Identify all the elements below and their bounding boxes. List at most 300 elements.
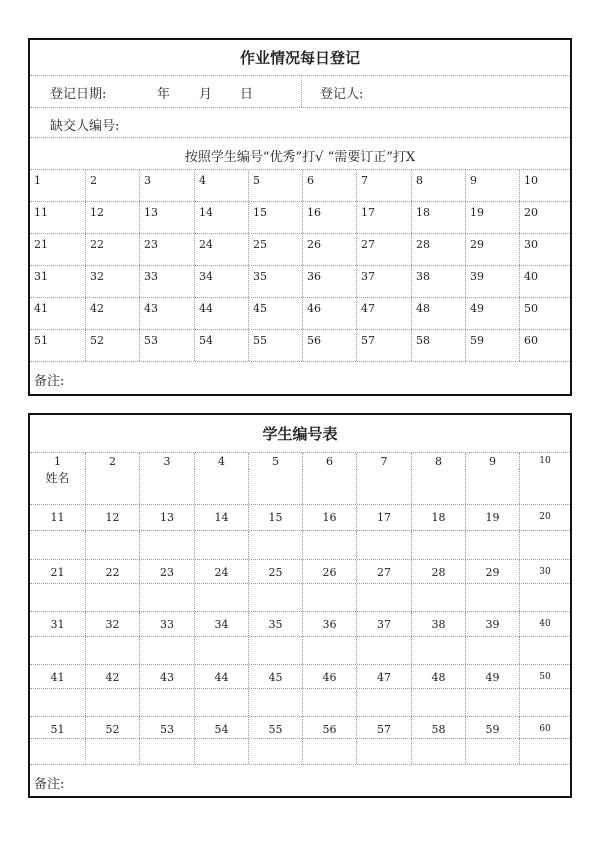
number-cell	[520, 717, 570, 738]
number-cell	[303, 330, 357, 361]
number-cell	[466, 560, 520, 583]
student-number: 16	[322, 511, 337, 524]
student-number: 5	[272, 455, 279, 468]
number-cell	[303, 689, 357, 716]
number-cell	[412, 234, 466, 265]
student-number: 12	[90, 206, 104, 219]
student-number: 47	[377, 671, 391, 684]
student-number: 22	[105, 566, 120, 579]
number-cell	[195, 612, 249, 636]
number-cell	[140, 469, 195, 504]
student-number: 26	[307, 238, 321, 251]
student-number: 40	[524, 270, 538, 283]
student-number: 29	[470, 238, 484, 251]
student-number: 29	[485, 566, 500, 579]
number-cell	[466, 266, 520, 297]
student-number: 16	[307, 206, 321, 219]
number-cell	[86, 170, 140, 201]
student-number: 19	[470, 206, 484, 219]
number-cell	[30, 689, 86, 716]
number-cell	[249, 266, 303, 297]
number-cell	[520, 469, 570, 504]
number-cell	[30, 739, 86, 764]
number-cell	[30, 330, 86, 361]
student-number: 15	[268, 511, 283, 524]
number-cell	[86, 531, 140, 559]
number-cell	[30, 266, 86, 297]
student-number: 49	[485, 671, 500, 684]
recorder-label: 登记人:	[320, 87, 364, 102]
student-number: 48	[416, 302, 430, 315]
roster-number-row	[30, 453, 570, 469]
student-number: 9	[470, 174, 477, 187]
student-number: 39	[470, 270, 484, 283]
number-cell	[520, 560, 570, 583]
number-cell	[195, 689, 249, 716]
student-number: 44	[199, 302, 213, 315]
number-cell	[520, 330, 570, 361]
number-cell	[357, 330, 412, 361]
number-cell	[303, 717, 357, 738]
student-number: 38	[431, 618, 446, 631]
number-cell	[140, 170, 195, 201]
student-number: 51	[34, 334, 48, 347]
log-grid-row	[30, 170, 570, 202]
student-number: 23	[144, 238, 158, 251]
number-cell	[195, 505, 249, 530]
number-cell	[86, 234, 140, 265]
student-number: 59	[470, 334, 484, 347]
number-cell	[249, 584, 303, 611]
student-number: 57	[361, 334, 375, 347]
number-cell	[303, 469, 357, 504]
student-number: 52	[105, 723, 120, 736]
log-title-row	[30, 40, 570, 76]
number-cell	[303, 584, 357, 611]
student-number: 25	[253, 238, 267, 251]
number-cell	[249, 202, 303, 233]
number-cell	[520, 612, 570, 636]
student-number: 46	[322, 671, 337, 684]
number-cell	[466, 584, 520, 611]
number-cell	[520, 637, 570, 664]
student-number: 37	[377, 618, 391, 631]
student-number: 42	[105, 671, 120, 684]
number-cell	[30, 202, 86, 233]
student-number: 22	[90, 238, 104, 251]
number-cell	[357, 717, 412, 738]
log-grid-row	[30, 202, 570, 234]
number-cell	[86, 453, 140, 469]
student-roster-form	[28, 413, 572, 798]
number-cell	[249, 689, 303, 716]
student-number: 50	[524, 302, 538, 315]
number-cell	[357, 505, 412, 530]
student-number: 45	[268, 671, 283, 684]
number-cell	[249, 739, 303, 764]
number-cell	[195, 665, 249, 688]
number-cell	[520, 739, 570, 764]
number-cell	[520, 266, 570, 297]
student-number: 5	[253, 174, 260, 187]
student-number: 51	[50, 723, 65, 736]
number-cell	[412, 739, 466, 764]
number-cell	[86, 612, 140, 636]
student-number: 47	[361, 302, 375, 315]
log-title: 作业情况每日登记	[239, 49, 360, 67]
roster-name-row	[30, 469, 570, 505]
number-cell	[195, 234, 249, 265]
number-cell	[249, 717, 303, 738]
number-cell	[86, 560, 140, 583]
day-label: 日	[240, 87, 254, 102]
number-cell	[357, 560, 412, 583]
student-number: 8	[416, 174, 423, 187]
number-cell	[357, 266, 412, 297]
student-number: 55	[268, 723, 283, 736]
student-number: 12	[105, 511, 120, 524]
student-number: 57	[377, 723, 391, 736]
number-cell	[357, 612, 412, 636]
number-cell	[357, 170, 412, 201]
number-cell	[30, 717, 86, 738]
number-cell	[412, 584, 466, 611]
number-cell	[520, 584, 570, 611]
student-number: 18	[416, 206, 430, 219]
number-cell	[249, 298, 303, 329]
number-cell	[195, 266, 249, 297]
number-cell	[86, 584, 140, 611]
number-cell	[357, 665, 412, 688]
student-number: 13	[144, 206, 158, 219]
number-cell	[30, 170, 86, 201]
number-cell	[195, 637, 249, 664]
student-number: 2	[90, 174, 97, 187]
number-cell	[140, 689, 195, 716]
number-cell	[30, 560, 86, 583]
number-cell	[303, 170, 357, 201]
student-number: 20	[524, 206, 538, 219]
number-cell	[412, 266, 466, 297]
number-cell	[303, 665, 357, 688]
number-cell	[195, 330, 249, 361]
instruction-row	[30, 138, 570, 170]
number-cell	[303, 298, 357, 329]
number-cell	[520, 531, 570, 559]
number-cell	[140, 739, 195, 764]
number-cell	[86, 469, 140, 504]
number-cell	[140, 717, 195, 738]
number-cell	[140, 202, 195, 233]
student-number: 14	[199, 206, 213, 219]
number-cell	[520, 505, 570, 530]
number-cell	[412, 469, 466, 504]
log-note-row	[30, 362, 570, 396]
number-cell	[303, 612, 357, 636]
number-cell	[30, 612, 86, 636]
student-number: 24	[214, 566, 229, 579]
number-cell	[466, 170, 520, 201]
number-cell	[249, 469, 303, 504]
number-cell	[303, 560, 357, 583]
student-number: 19	[485, 511, 500, 524]
number-cell	[466, 234, 520, 265]
number-cell	[412, 505, 466, 530]
student-number: 36	[307, 270, 321, 283]
number-cell	[357, 689, 412, 716]
student-number: 28	[431, 566, 446, 579]
number-cell	[86, 689, 140, 716]
student-number: 2	[109, 455, 116, 468]
student-number: 21	[50, 566, 65, 579]
student-number: 7	[361, 174, 368, 187]
number-cell	[357, 298, 412, 329]
missing-row	[30, 108, 570, 138]
number-cell	[140, 505, 195, 530]
number-cell	[357, 584, 412, 611]
number-cell	[86, 266, 140, 297]
roster-title-row	[30, 415, 570, 453]
number-cell	[520, 234, 570, 265]
number-cell	[140, 234, 195, 265]
roster-number-row	[30, 665, 570, 689]
number-cell	[357, 234, 412, 265]
number-cell	[30, 234, 86, 265]
number-cell	[195, 453, 249, 469]
number-cell	[412, 689, 466, 716]
number-cell	[412, 717, 466, 738]
number-cell	[195, 202, 249, 233]
number-cell	[86, 739, 140, 764]
student-number: 55	[253, 334, 267, 347]
number-cell	[195, 469, 249, 504]
number-cell	[140, 453, 195, 469]
student-number: 58	[416, 334, 430, 347]
number-cell	[195, 560, 249, 583]
number-cell	[140, 584, 195, 611]
student-number: 1	[54, 455, 61, 468]
student-number: 10	[539, 456, 551, 466]
number-cell	[195, 298, 249, 329]
instruction-text: 按照学生编号“优秀”打√ “需要订正”打X	[184, 150, 416, 165]
number-cell	[249, 330, 303, 361]
number-cell	[140, 637, 195, 664]
number-cell	[466, 202, 520, 233]
number-cell	[412, 612, 466, 636]
number-cell	[466, 739, 520, 764]
number-cell	[86, 717, 140, 738]
student-number: 31	[50, 618, 65, 631]
number-cell	[412, 298, 466, 329]
student-number: 43	[160, 671, 174, 684]
student-number: 1	[34, 174, 41, 187]
student-number: 27	[377, 566, 391, 579]
number-cell	[140, 665, 195, 688]
number-cell	[195, 531, 249, 559]
student-number: 7	[380, 455, 388, 468]
roster-number-row	[30, 560, 570, 584]
student-number: 24	[199, 238, 213, 251]
number-cell	[140, 298, 195, 329]
number-cell	[357, 453, 412, 469]
number-cell	[412, 330, 466, 361]
student-number: 59	[485, 723, 500, 736]
student-number: 35	[253, 270, 267, 283]
roster-number-row	[30, 717, 570, 739]
student-number: 45	[253, 302, 267, 315]
student-number: 13	[160, 511, 174, 524]
student-number: 11	[50, 511, 65, 524]
number-cell	[357, 469, 412, 504]
student-number: 26	[322, 566, 337, 579]
student-number: 6	[326, 455, 333, 468]
student-number: 17	[377, 511, 391, 524]
number-cell	[520, 689, 570, 716]
number-cell	[249, 612, 303, 636]
student-number: 43	[144, 302, 158, 315]
number-cell	[195, 584, 249, 611]
student-number: 21	[34, 238, 48, 251]
student-number: 10	[524, 174, 538, 187]
name-label: 姓名	[45, 471, 70, 485]
number-cell	[520, 202, 570, 233]
student-number: 53	[160, 723, 174, 736]
number-cell	[86, 330, 140, 361]
roster-name-row	[30, 689, 570, 717]
student-number: 15	[253, 206, 267, 219]
student-number: 56	[322, 723, 337, 736]
roster-name-row	[30, 739, 570, 765]
student-number: 18	[431, 511, 446, 524]
number-cell	[86, 637, 140, 664]
student-number: 37	[361, 270, 375, 283]
number-cell	[303, 266, 357, 297]
number-cell	[412, 560, 466, 583]
student-number: 41	[50, 671, 65, 684]
student-number: 9	[489, 455, 496, 468]
number-cell	[466, 453, 520, 469]
number-cell	[466, 637, 520, 664]
number-cell	[249, 505, 303, 530]
number-cell	[249, 453, 303, 469]
number-cell	[412, 665, 466, 688]
student-number: 34	[214, 618, 229, 631]
number-cell	[86, 505, 140, 530]
student-number: 38	[416, 270, 430, 283]
student-number: 14	[214, 511, 229, 524]
student-number: 8	[435, 455, 442, 468]
number-cell	[412, 202, 466, 233]
number-cell	[357, 739, 412, 764]
number-cell	[357, 531, 412, 559]
number-cell	[303, 202, 357, 233]
log-grid-row	[30, 330, 570, 362]
number-cell	[30, 665, 86, 688]
student-number: 28	[416, 238, 430, 251]
date-label: 登记日期:	[50, 87, 107, 102]
number-cell	[30, 531, 86, 559]
student-number: 30	[539, 567, 551, 577]
roster-name-row	[30, 584, 570, 612]
number-cell	[140, 612, 195, 636]
number-cell	[86, 665, 140, 688]
number-cell	[520, 665, 570, 688]
student-number: 58	[431, 723, 446, 736]
student-number: 39	[485, 618, 500, 631]
student-number: 48	[431, 671, 446, 684]
roster-note-row	[30, 765, 570, 798]
log-date-row	[30, 76, 570, 108]
student-number: 44	[214, 671, 229, 684]
number-cell	[357, 202, 412, 233]
student-number: 53	[144, 334, 158, 347]
student-number: 20	[539, 512, 551, 522]
number-cell	[249, 170, 303, 201]
number-cell	[303, 453, 357, 469]
number-cell	[30, 469, 86, 504]
missing-label: 缺交人编号:	[50, 119, 120, 134]
student-number: 40	[539, 619, 551, 629]
number-cell	[466, 717, 520, 738]
student-number: 23	[160, 566, 174, 579]
student-number: 33	[144, 270, 158, 283]
number-cell	[140, 266, 195, 297]
number-cell	[520, 298, 570, 329]
number-cell	[303, 531, 357, 559]
student-number: 32	[90, 270, 104, 283]
student-number: 27	[361, 238, 375, 251]
log-grid-row	[30, 234, 570, 266]
student-number: 32	[105, 618, 120, 631]
number-cell	[30, 637, 86, 664]
number-cell	[466, 298, 520, 329]
number-cell	[303, 637, 357, 664]
number-cell	[30, 298, 86, 329]
student-number: 31	[34, 270, 48, 283]
number-cell	[412, 453, 466, 469]
number-cell	[195, 717, 249, 738]
daily-homework-log-form	[28, 38, 572, 396]
log-note-label: 备注:	[34, 374, 65, 389]
number-cell	[249, 637, 303, 664]
student-number: 3	[163, 455, 171, 468]
number-cell	[249, 531, 303, 559]
year-label: 年	[157, 87, 171, 102]
recorder-cell	[302, 76, 570, 107]
student-number: 35	[268, 618, 283, 631]
number-cell	[30, 584, 86, 611]
number-cell	[30, 453, 86, 469]
student-number: 6	[307, 174, 314, 187]
number-cell	[357, 637, 412, 664]
number-cell	[520, 170, 570, 201]
number-cell	[195, 739, 249, 764]
student-number: 41	[34, 302, 48, 315]
number-cell	[412, 170, 466, 201]
roster-number-row	[30, 505, 570, 531]
roster-name-row	[30, 637, 570, 665]
roster-note-label: 备注:	[34, 777, 65, 792]
student-number: 42	[90, 302, 104, 315]
student-number: 17	[361, 206, 375, 219]
student-number: 54	[214, 723, 229, 736]
student-number: 25	[268, 566, 283, 579]
roster-title: 学生编号表	[262, 425, 338, 443]
number-cell	[249, 560, 303, 583]
student-number: 36	[322, 618, 337, 631]
number-cell	[466, 330, 520, 361]
student-number: 11	[34, 206, 48, 219]
